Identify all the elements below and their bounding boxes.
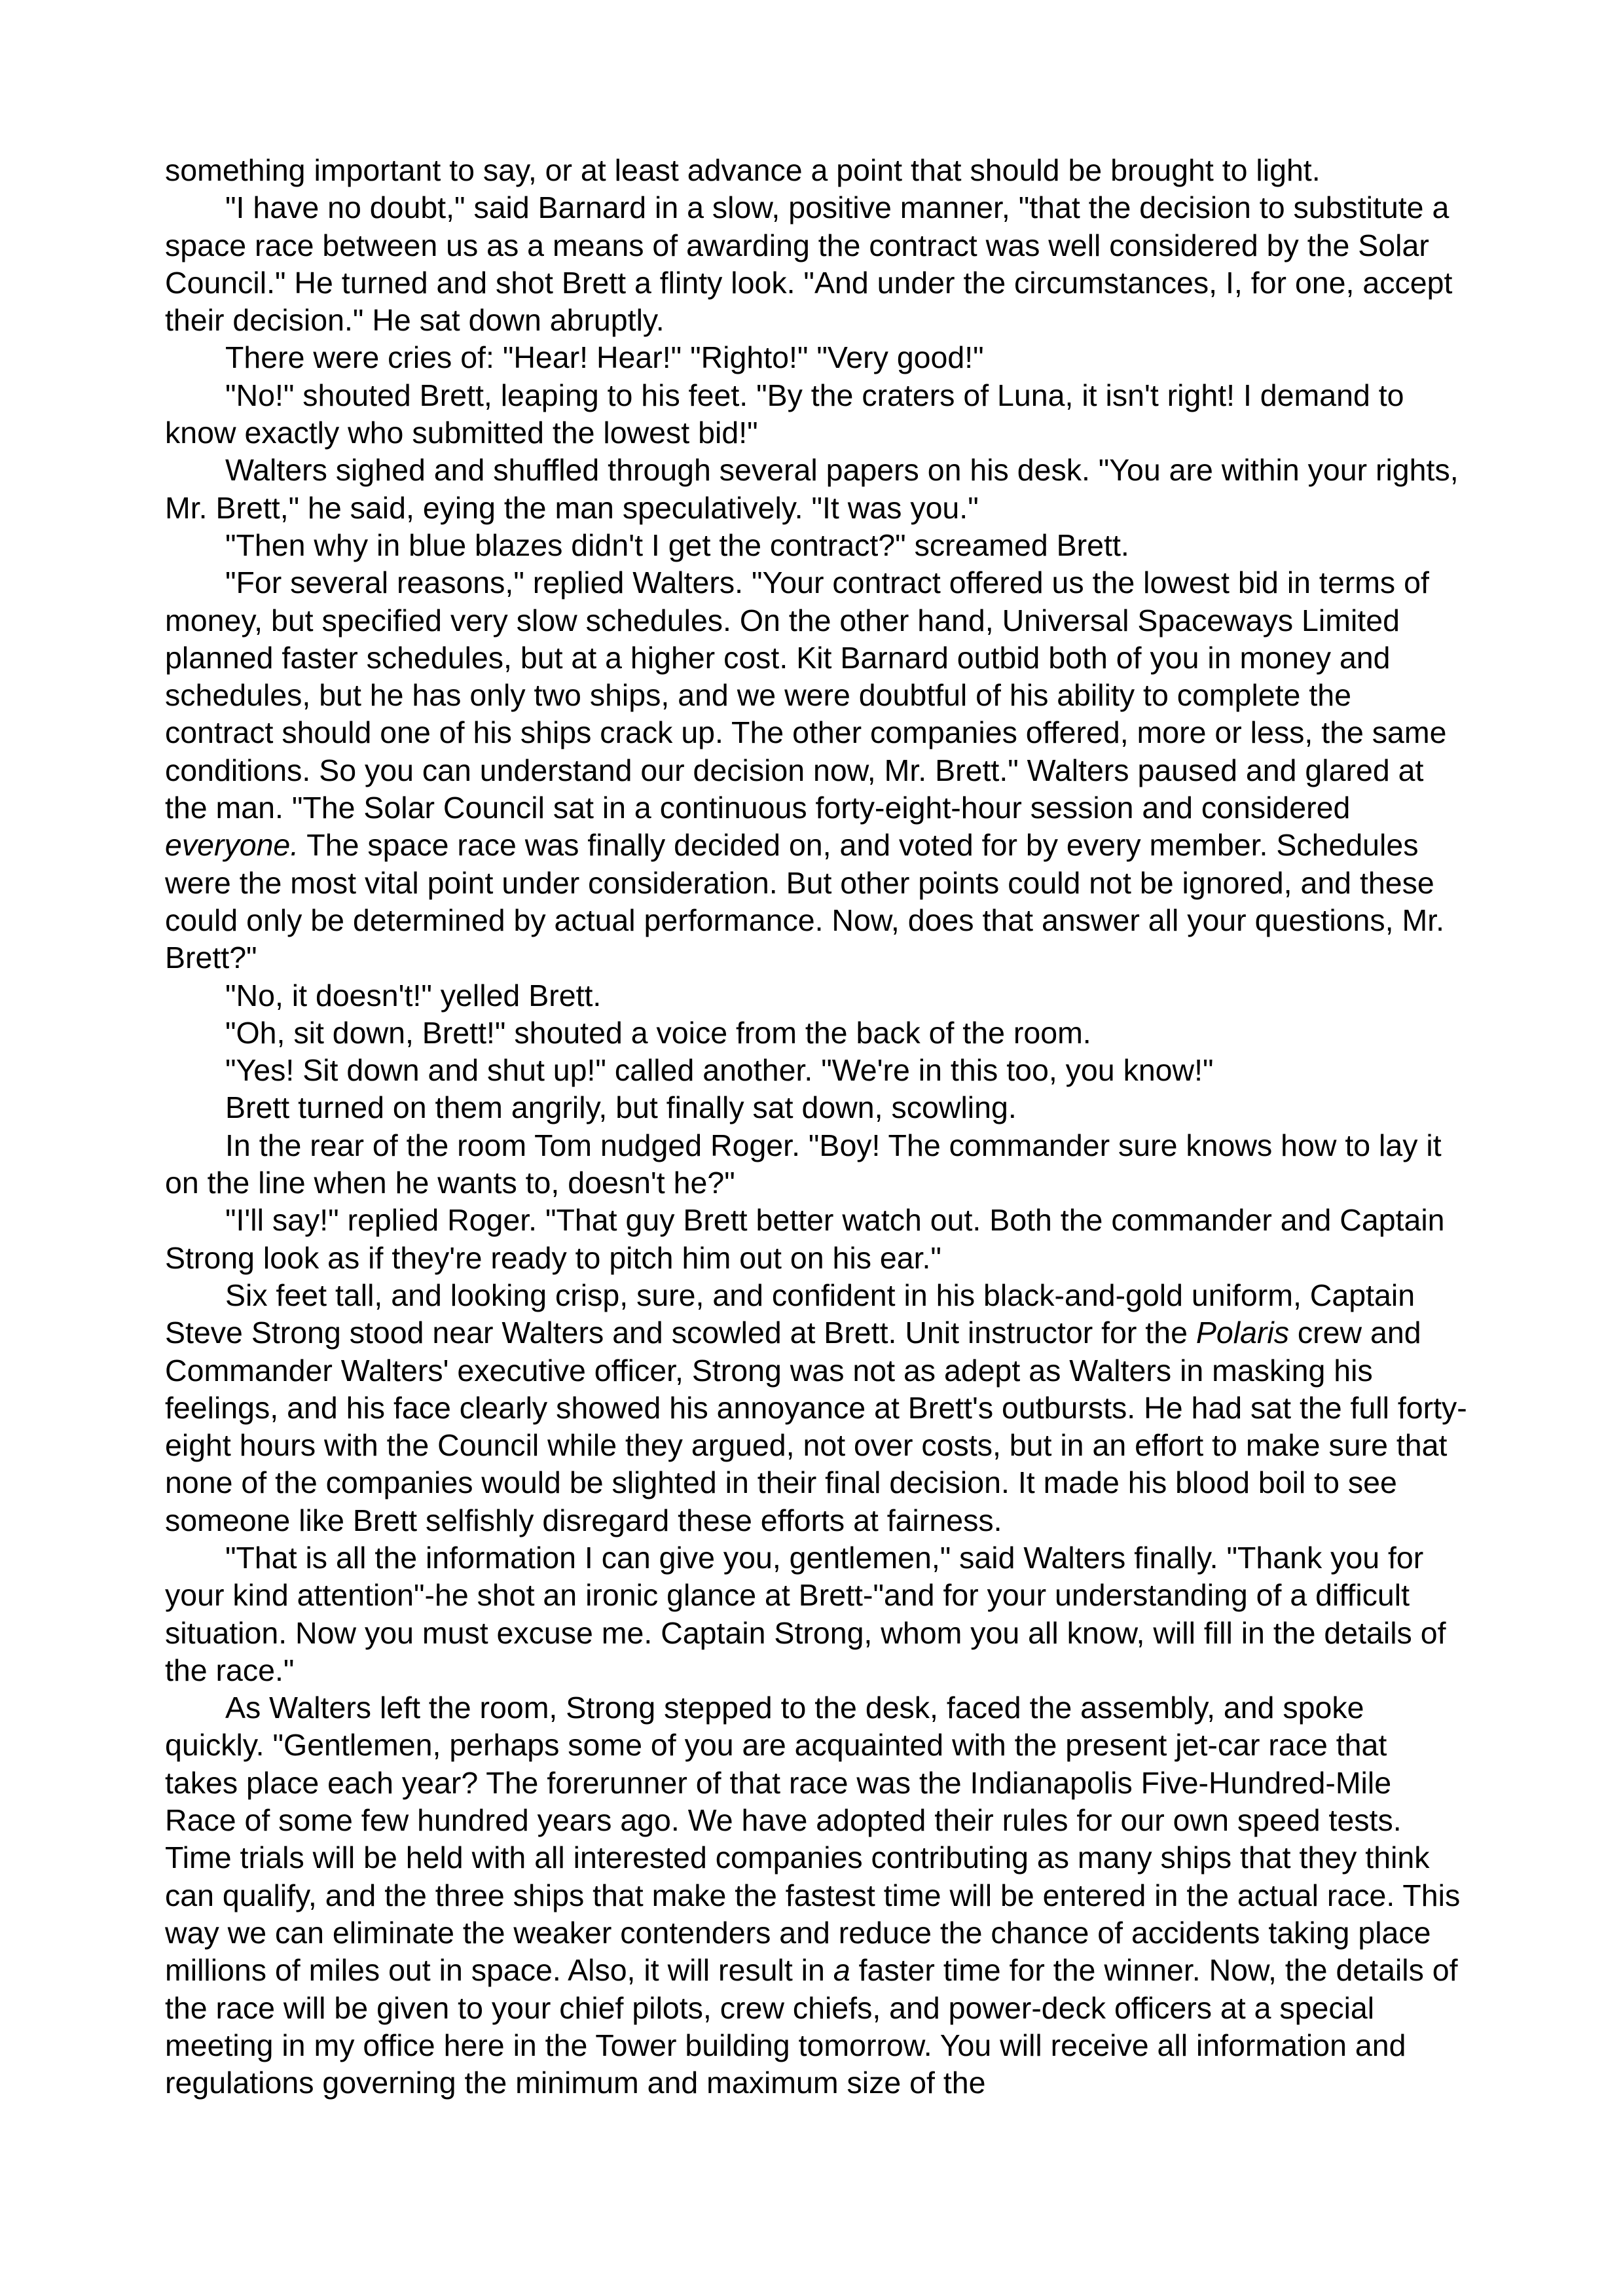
paragraph-4 (165, 377, 1468, 452)
paragraph-1 (165, 152, 1468, 189)
paragraph-2 (165, 189, 1468, 339)
paragraph-text: crew and Commander Walters' executive officer, Strong was not as adept as Walters in masking his feelings, and his face clearly showed his annoyance at Brett's outbursts. He had sat the full forty-eight hours with the Council while they argued, not over costs, but in an effort to make sure that none of the companies would be slighted in their final decision. It made his blood boil to see someone like Brett selfishly disregard these efforts at fairness. (165, 1316, 1467, 1537)
paragraph-text: "Oh, sit down, Brett!" shouted a voice from the back of the room. (225, 1015, 1091, 1050)
paragraph-text: In the rear of the room Tom nudged Roger. "Boy! The commander sure knows how to lay it on the line when he wants to, doesn't he?" (165, 1128, 1442, 1200)
paragraph-text: "No!" shouted Brett, leaping to his feet. "By the craters of Luna, it isn't right! I demand to know exactly who submitted the lowest bid!" (165, 378, 1404, 450)
paragraph-text: "I have no doubt," said Barnard in a slow, positive manner, "that the decision to substitute a space race between us as a means of awarding the contract was well considered by the Solar Council." He turned and shot Brett a flinty look. "And under the circumstances, I, for one, accept their decision." He sat down abruptly. (165, 190, 1453, 338)
page-body (165, 152, 1468, 2102)
paragraph-16 (165, 1689, 1468, 2102)
paragraph-text: faster time for the winner. Now, the details of the race will be given to your chief pilots, crew chiefs, and power-deck officers at a special meeting in my office here in the Tower building tomorrow. You will receive all information and regulations governing the minimum and maximum size of the (165, 1953, 1458, 2100)
paragraph-10 (165, 1052, 1468, 1089)
paragraph-12 (165, 1127, 1468, 1202)
paragraph-text: Six feet tall, and looking crisp, sure, and confident in his black-and-gold uniform, Captain Steve Strong stood near Walters and scowled at Brett. Unit instructor for the (165, 1278, 1415, 1350)
paragraph-text: Walters sighed and shuffled through several papers on his desk. "You are within your rights, Mr. Brett," he said, eying the man speculatively. "It was you." (165, 453, 1459, 525)
paragraph-5 (165, 452, 1468, 527)
italic-emphasis: everyone. (165, 828, 299, 863)
paragraph-text: The space race was finally decided on, and voted for by every member. Schedules were the most vital point under consideration. But other points could not be ignored, and these could only be determined by actual performance. Now, does that answer all your questions, Mr. Brett?" (165, 828, 1445, 975)
italic-emphasis: a (833, 1953, 850, 1988)
paragraph-11 (165, 1089, 1468, 1126)
paragraph-text: something important to say, or at least advance a point that should be brought to light. (165, 153, 1321, 187)
paragraph-text: "That is all the information I can give you, gentlemen," said Walters finally. "Thank you for your kind attention"-he shot an ironic glance at Brett-"and for your understanding of a difficult situation. Now you must excuse me. Captain Strong, whom you all know, will fill in the details of the race." (165, 1540, 1446, 1687)
paragraph-text: Brett turned on them angrily, but finally sat down, scowling. (225, 1090, 1017, 1125)
paragraph-text: "For several reasons," replied Walters. "Your contract offered us the lowest bid in terms of money, but specified very slow schedules. On the other hand, Universal Spaceways Limited planned faster schedules, but at a higher cost. Kit Barnard outbid both of you in money and schedules, but he has only two ships, and we were doubtful of his ability to complete the contract should one of his ships crack up. The other companies offered, more or less, the same conditions. So you can understand our decision now, Mr. Brett." Walters paused and glared at the man. "The Solar Council sat in a continuous forty-eight-hour session and considered (165, 565, 1447, 825)
paragraph-6 (165, 527, 1468, 564)
paragraph-7 (165, 564, 1468, 977)
paragraph-3 (165, 339, 1468, 376)
paragraph-15 (165, 1539, 1468, 1689)
paragraph-text: There were cries of: "Hear! Hear!" "Righto!" "Very good!" (225, 340, 984, 375)
paragraph-text: "I'll say!" replied Roger. "That guy Brett better watch out. Both the commander and Captain Strong look as if they're ready to pitch him out on his ear." (165, 1203, 1445, 1275)
paragraph-text: "Yes! Sit down and shut up!" called another. "We're in this too, you know!" (225, 1053, 1214, 1088)
paragraph-text: "Then why in blue blazes didn't I get the contract?" screamed Brett. (225, 528, 1129, 562)
ship-name-italic: Polaris (1195, 1316, 1289, 1350)
paragraph-8 (165, 977, 1468, 1014)
paragraph-14 (165, 1277, 1468, 1539)
paragraph-9 (165, 1014, 1468, 1052)
paragraph-text: "No, it doesn't!" yelled Brett. (225, 978, 602, 1013)
paragraph-text: As Walters left the room, Strong stepped to the desk, faced the assembly, and spoke quickly. "Gentlemen, perhaps some of you are acquainted with the present jet-car race that takes place each year? The forerunner of that race was the Indianapolis Five-Hundred-Mile Race of some few hundred years ago. We have adopted their rules for our own speed tests. Time trials will be held with all interested companies contributing as many ships that they think can qualify, and the three ships that make the fastest time will be entered in the actual race. This way we can eliminate the weaker contenders and reduce the chance of accidents taking place millions of miles out in space. Also, it will result in (165, 1691, 1461, 1988)
paragraph-13 (165, 1202, 1468, 1277)
